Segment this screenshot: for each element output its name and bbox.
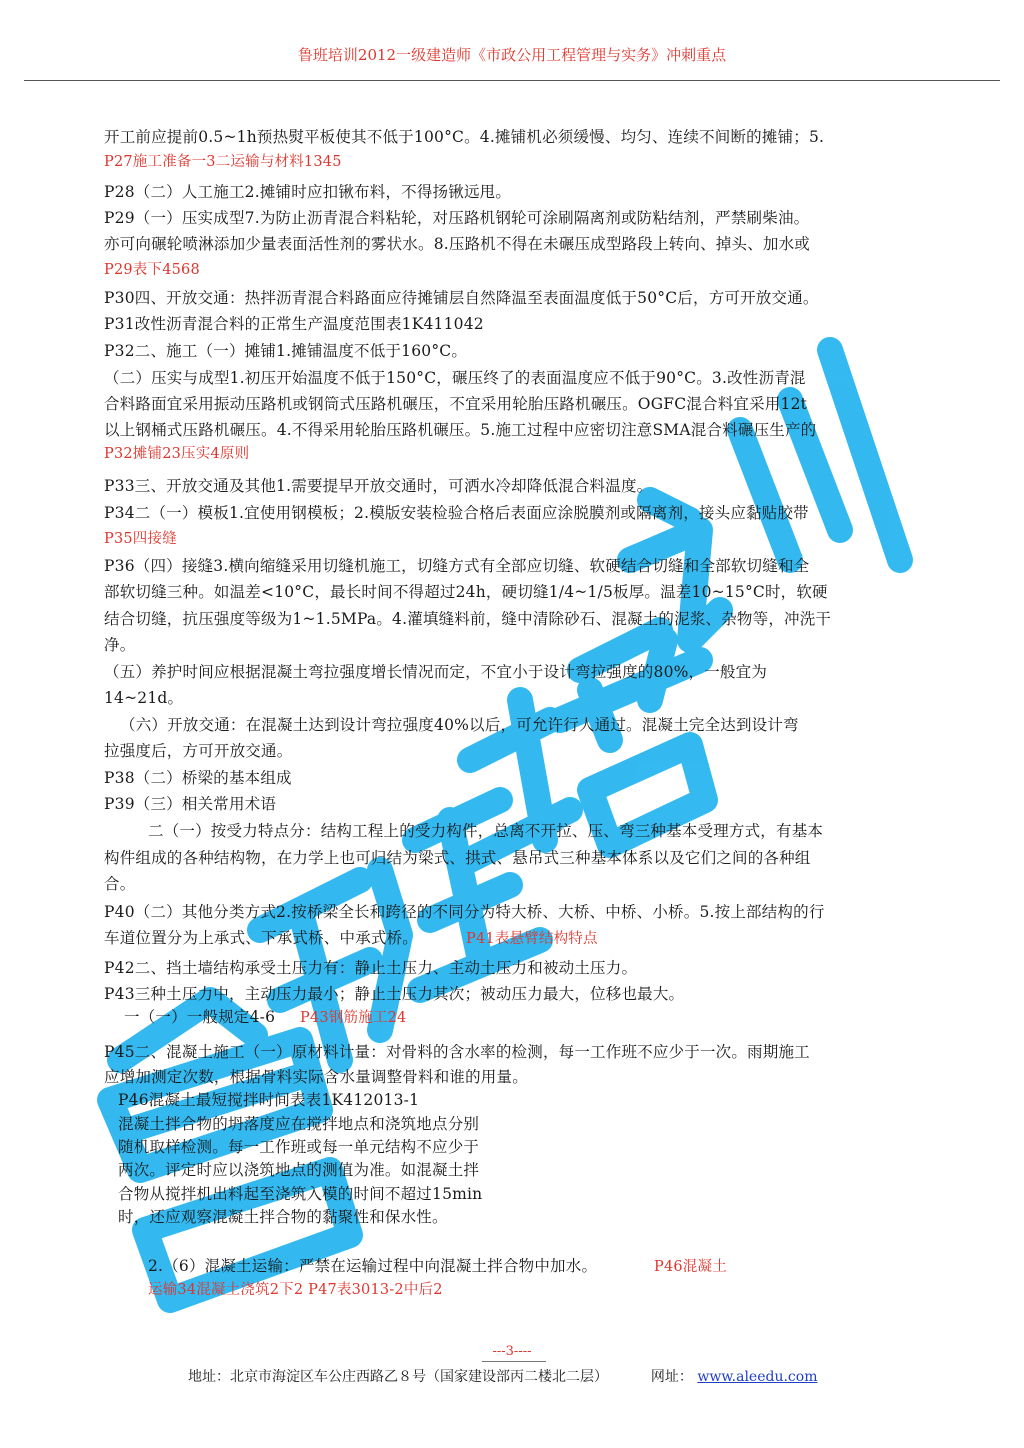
red-note: P41表悬臂结构特点 — [466, 931, 598, 947]
text-line: （五）养护时间应根据混凝土弯拉强度增长情况而定，不宜小于设计弯拉强度的80%，一般宜为 — [104, 663, 768, 681]
text-line: P33三、开放交通及其他1.需要提早开放交通时，可洒水冷却降低混合料温度。 — [104, 477, 653, 495]
text-line: 两次。评定时应以浇筑地点的测值为准。如混凝土拌 — [118, 1161, 480, 1179]
text-line: 二（一）按受力特点分：结构工程上的受力构件，总离不开拉、压、弯三种基本受理方式，有基本 — [148, 822, 824, 840]
text-line: 开工前应提前0.5~1h预热熨平板使其不低于100°C。4.摊铺机必须缓慢、均匀、连续不间断的摊铺；5. — [104, 128, 825, 146]
text-line: 一（一）一般规定4-6 — [124, 1008, 276, 1026]
text-line: 以上钢桶式压路机碾压。4.不得采用轮胎压路机碾压。5.施工过程中应密切注意SMA混合料碾压生产的 — [104, 421, 817, 439]
text-line: 随机取样检测。每一工作班或每一单元结构不应少于 — [118, 1138, 480, 1156]
text-line: P30四、开放交通：热拌沥青混合料路面应待摊铺层自然降温至表面温度低于50°C后，方可开放交通。 — [104, 289, 819, 307]
text-line: 车道位置分为上承式、下承式桥、中承式桥。 — [104, 929, 419, 947]
text-line: P42二、挡土墙结构承受土压力有：静止土压力、主动土压力和被动土压力。 — [104, 959, 638, 977]
page-header-title: 鲁班培训2012一级建造师《市政公用工程管理与实务》冲刺重点 — [297, 46, 727, 64]
text-line: P39（三）相关常用术语 — [104, 795, 277, 813]
footer-site-label: 网址： — [650, 1369, 693, 1385]
red-note: P29表下4568 — [104, 262, 200, 278]
red-note: P32摊铺23压实4原则 — [104, 446, 250, 462]
text-line: P40（二）其他分类方式2.按桥梁全长和跨径的不同分为特大桥、大桥、中桥、小桥。5.按上部结构的行 — [104, 903, 825, 921]
text-line: 合物从搅拌机出料起至浇筑入模的时间不超过15min — [118, 1185, 483, 1203]
text-line: 合料路面宜采用振动压路机或钢筒式压路机碾压，不宜采用轮胎压路机碾压。OGFC混合料宜采用12t — [104, 395, 808, 413]
text-line: P32二、施工（一）摊铺1.摊铺温度不低于160°C。 — [104, 342, 468, 360]
page-footer — [188, 1366, 817, 1386]
text-line: 部软切缝三种。如温差<10°C，最长时间不得超过24h，硬切缝1/4~1/5板厚。温差10~15°C时，软硬 — [104, 583, 828, 601]
text-line: P43三种土压力中，主动压力最小；静止土压力其次；被动压力最大，位移也最大。 — [104, 985, 685, 1003]
text-line: 混凝土拌合物的坍落度应在搅拌地点和浇筑地点分别 — [118, 1115, 480, 1133]
text-line: P29（一）压实成型7.为防止沥青混合料粘轮，对压路机钢轮可涂刷隔离剂或防粘结剂，严禁刷柴油。 — [104, 209, 810, 227]
text-line: P46混凝土最短搅拌时间表表1K412013-1 — [118, 1091, 420, 1109]
text-line: 应增加测定次数，根据骨料实际含水量调整骨料和谁的用量。 — [104, 1068, 528, 1086]
red-note: P46混凝土 — [654, 1259, 727, 1275]
red-note: 运输34混凝土浇筑2下2 P47表3013-2中后2 — [148, 1282, 443, 1298]
text-line: 结合切缝，抗压强度等级为1~1.5MPa。4.灌填缝料前，缝中清除砂石、混凝土的泥浆、杂物等，冲洗干 — [104, 610, 832, 628]
text-line: P36（四）接缝3.横向缩缝采用切缝机施工，切缝方式有全部应切缝、软硬结合切缝和全部软切缝和全 — [104, 557, 810, 575]
text-line: 14~21d。 — [104, 689, 184, 707]
red-note: P27施工准备一3二运输与材料1345 — [104, 154, 342, 170]
text-line: P28（二）人工施工2.摊铺时应扣锹布料，不得扬锹远甩。 — [104, 183, 512, 201]
red-note: P43钢筋施工24 — [300, 1010, 407, 1026]
text-line: P34二（一）模板1.宜使用钢模板；2.模版安装检验合格后表面应涂脱膜剂或隔离剂，接头应黏贴胶带 — [104, 504, 809, 522]
footer-site-link[interactable]: www.aleedu.com — [697, 1369, 818, 1385]
text-line: P38（二）桥梁的基本组成 — [104, 769, 292, 787]
page-number: ---3---- — [492, 1344, 532, 1359]
text-line: 合。 — [104, 875, 136, 893]
text-line: 拉强度后，方可开放交通。 — [104, 742, 293, 760]
text-line: （二）压实与成型1.初压开始温度不低于150°C，碾压终了的表面温度应不低于90°C。3.改性沥青混 — [104, 369, 806, 387]
text-line: 构件组成的各种结构物，在力学上也可归结为梁式、拱式、悬吊式三种基本体系以及它们之间的各种组 — [104, 849, 811, 867]
text-line: P45二、混凝土施工（一）原材料计量：对骨料的含水率的检测，每一工作班不应少于一次。雨期施工 — [104, 1043, 810, 1061]
text-line: 时，还应观察混凝土拌合物的黏聚性和保水性。 — [118, 1208, 448, 1226]
footer-address: 地址：北京市海淀区车公庄西路乙８号（国家建设部丙二楼北二层） — [188, 1369, 608, 1385]
text-line: 净。 — [104, 636, 136, 654]
footer-divider — [482, 1361, 546, 1362]
text-line: 亦可向碾轮喷淋添加少量表面活性剂的雾状水。8.压路机不得在未碾压成型路段上转向、掉头、加水或 — [104, 235, 810, 253]
red-note: P35四接缝 — [104, 531, 177, 547]
text-line: P31改性沥青混合料的正常生产温度范围表1K411042 — [104, 315, 484, 333]
text-line: 2.（6）混凝土运输：严禁在运输过程中向混凝土拌合物中加水。 — [148, 1257, 598, 1275]
text-line: （六）开放交通：在混凝土达到设计弯拉强度40%以后，可允许行人通过。混凝土完全达到设计弯 — [120, 716, 799, 734]
